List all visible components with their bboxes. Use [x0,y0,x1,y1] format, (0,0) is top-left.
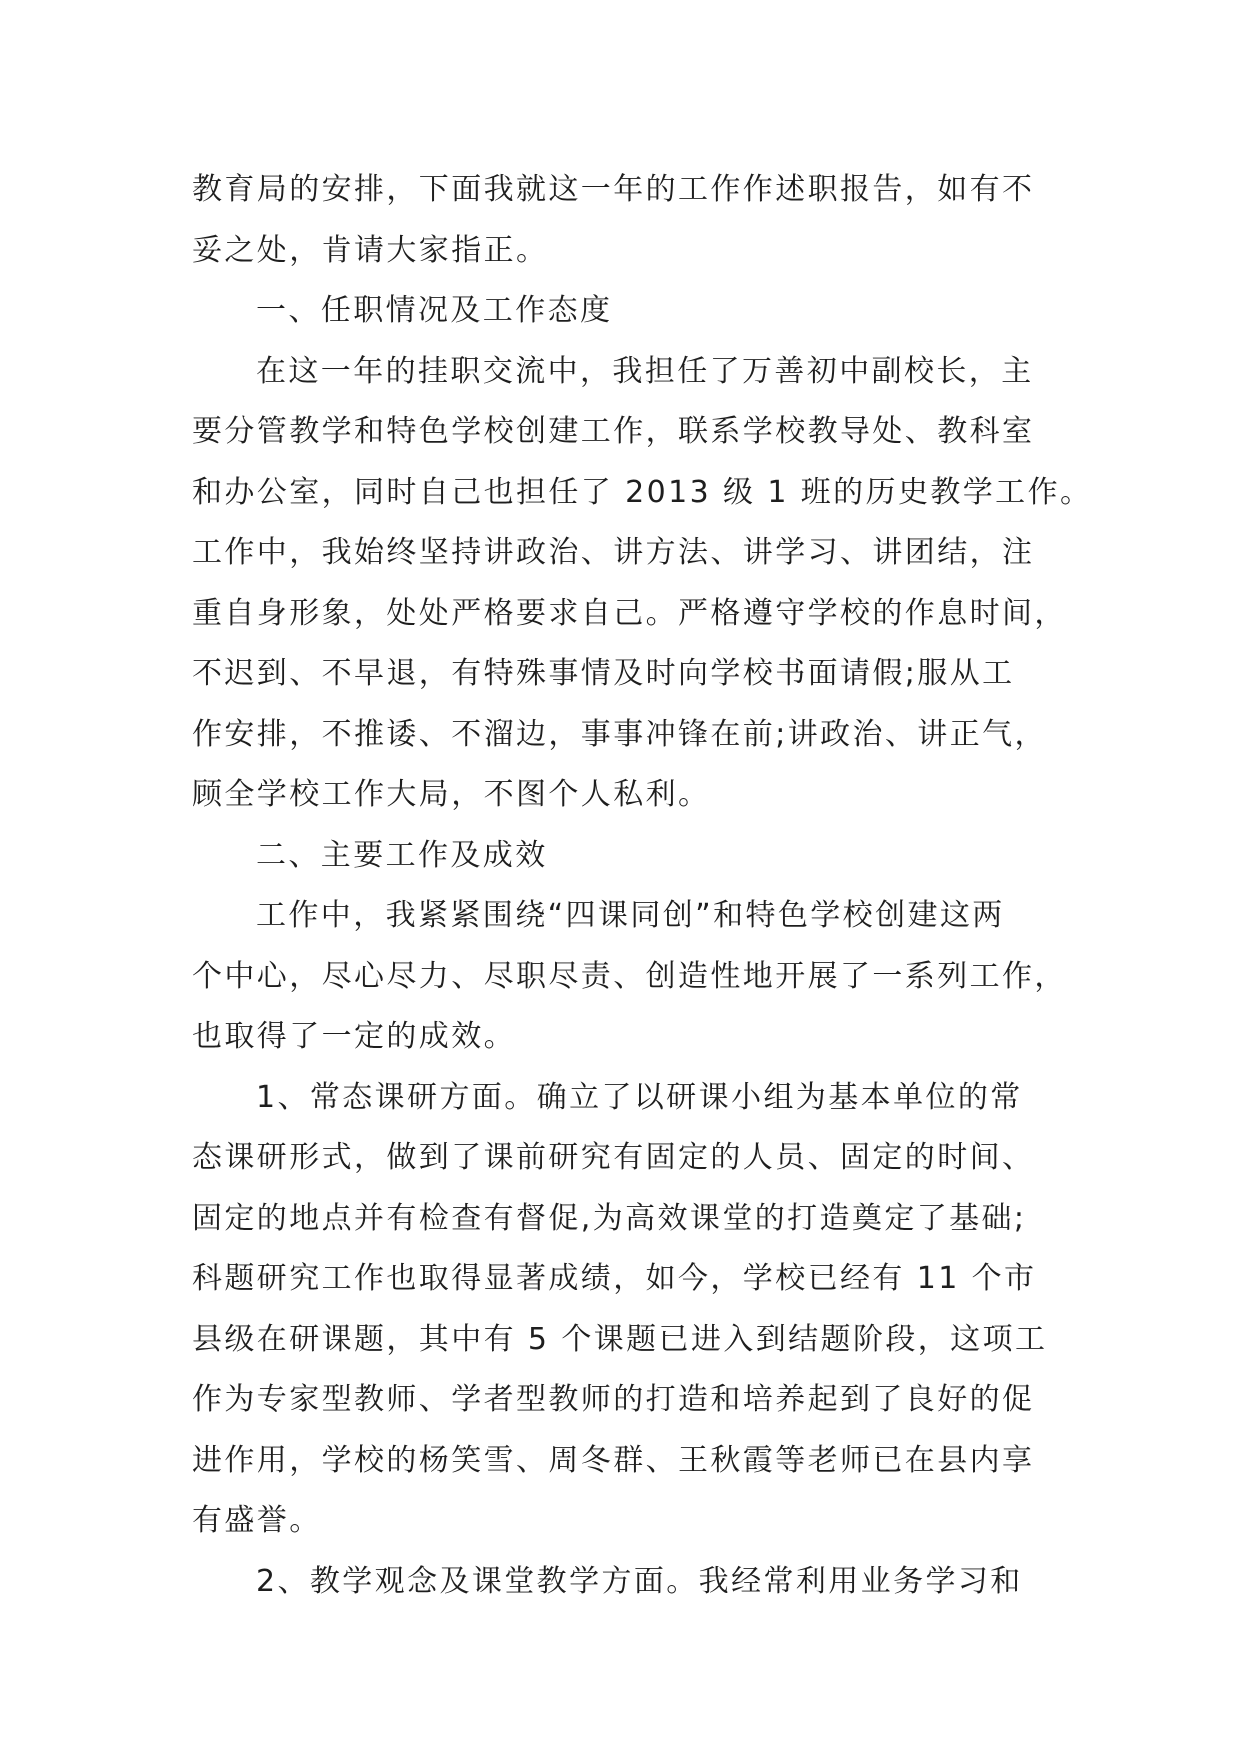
text-line: 态课研形式，做到了课前研究有固定的人员、固定的时间、 [192,1140,1035,1175]
text-line: 和办公室，同时自己也担任了 2013 级 1 班的历史教学工作。 [192,474,1093,510]
section-heading: 二、主要工作及成效 [256,837,548,873]
text-line: 有盛誉。 [192,1503,322,1538]
text-line: 要分管教学和特色学校创建工作，联系学校教导处、教科室 [192,414,1035,449]
text-line: 固定的地点并有检查有督促,为高效课堂的打造奠定了基础; [192,1200,1027,1236]
text-line: 进作用，学校的杨笑雪、周冬群、王秋霞等老师已在县内享 [192,1442,1035,1478]
section-heading: 一、任职情况及工作态度 [256,293,613,328]
text-line: 在这一年的挂职交流中，我担任了万善初中副校长，主 [256,353,1034,389]
text-line: 作为专家型教师、学者型教师的打造和培养起到了良好的促 [192,1382,1035,1417]
text-line: 不迟到、不早退，有特殊事情及时向学校书面请假;服从工 [192,656,1015,691]
text-line: 重自身形象，处处严格要求自己。严格遵守学校的作息时间， [192,595,1067,631]
text-line: 县级在研课题，其中有 5 个课题已进入到结题阶段，这项工 [192,1321,1048,1357]
text-line: 顾全学校工作大局，不图个人私利。 [192,777,711,812]
text-line: 工作中，我紧紧围绕“四课同创”和特色学校创建这两 [256,898,1005,933]
text-line: 科题研究工作也取得显著成绩，如今，学校已经有 11 个市 [192,1261,1037,1296]
text-line: 教育局的安排，下面我就这一年的工作作述职报告，如有不 [192,172,1035,207]
text-line: 也取得了一定的成效。 [192,1019,516,1054]
text-line: 个中心，尽心尽力、尽职尽责、创造性地开展了一系列工作， [192,958,1067,994]
document-body [192,160,1093,1612]
text-line: 1、常态课研方面。确立了以研课小组为基本单位的常 [256,1079,1023,1115]
text-line: 工作中，我始终坚持讲政治、讲方法、讲学习、讲团结，注 [192,535,1035,570]
text-line: 作安排，不推诿、不溜边，事事冲锋在前;讲政治、讲正气， [192,716,1047,752]
text-line: 2、教学观念及课堂教学方面。我经常利用业务学习和 [256,1563,1023,1599]
text-line: 妥之处，肯请大家指正。 [192,232,549,268]
